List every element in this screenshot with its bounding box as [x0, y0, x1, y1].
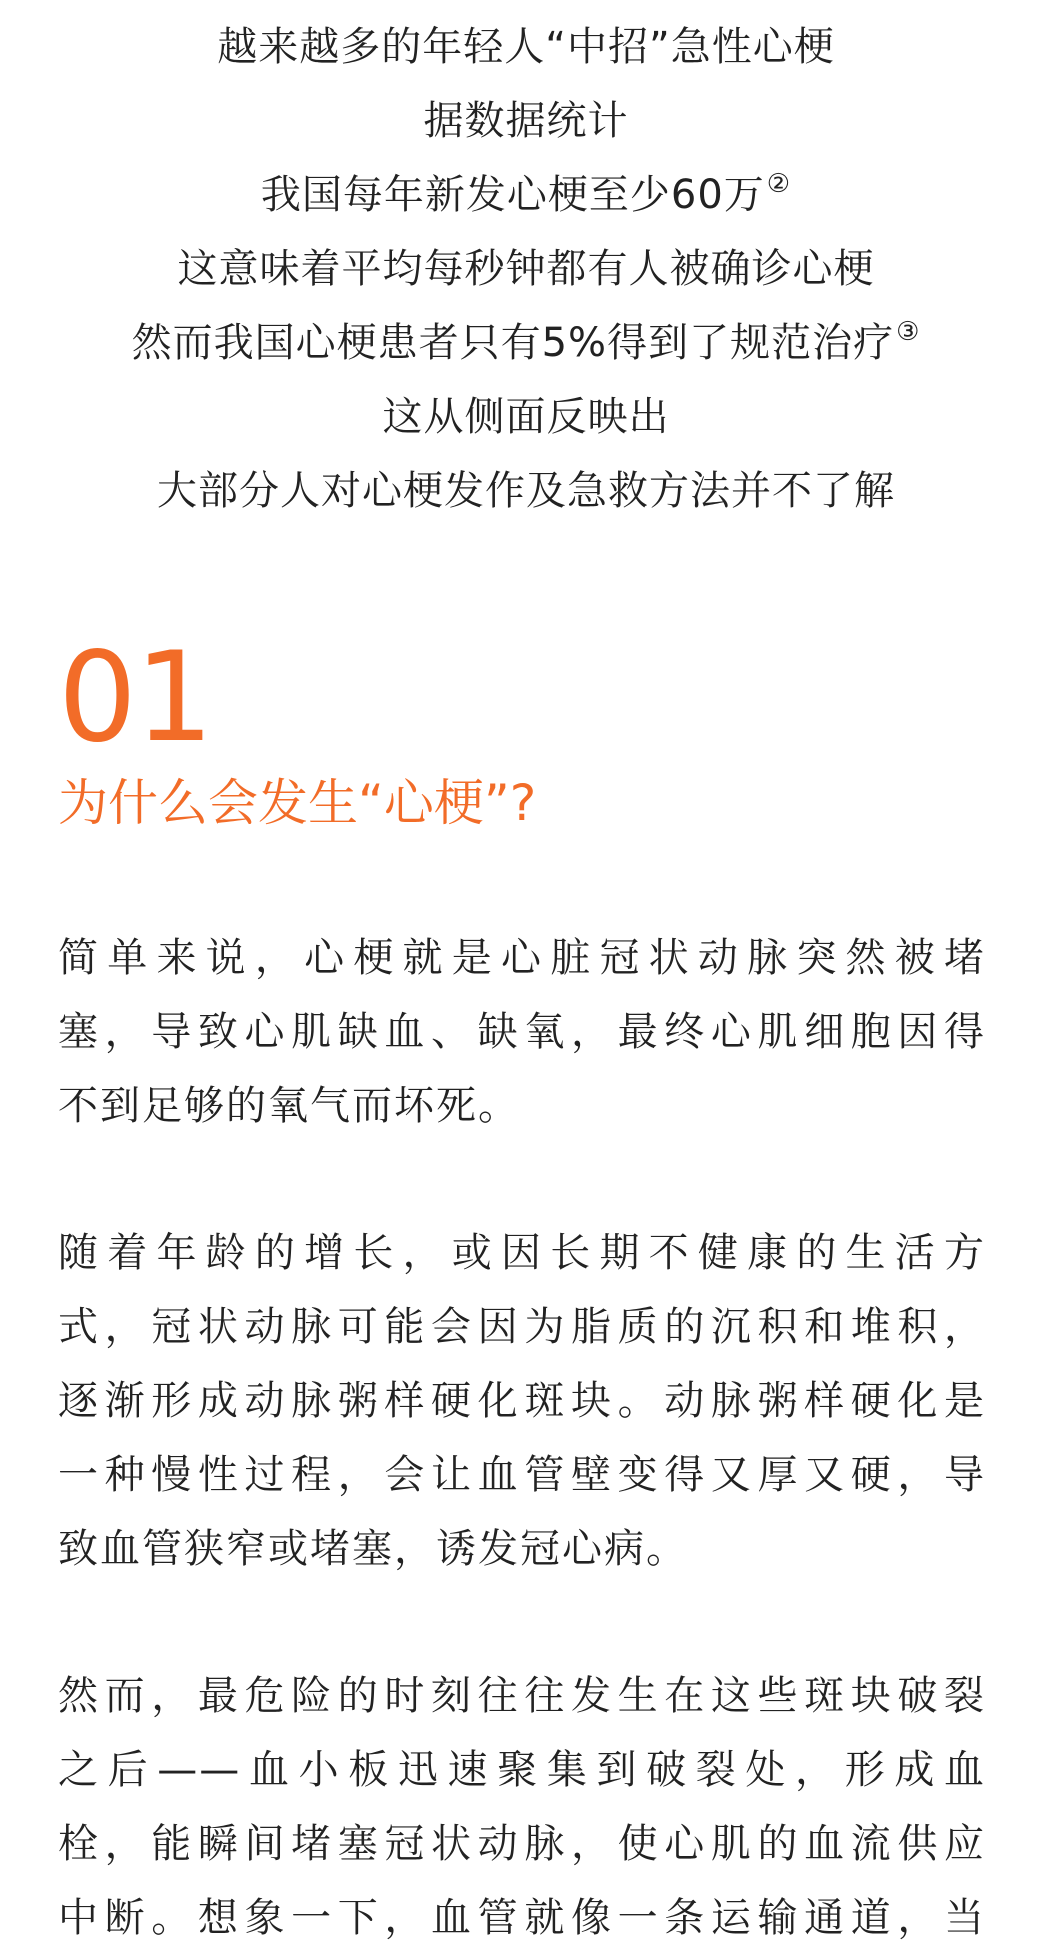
paragraph-line: 随着年龄的增长，或因长期不健康的生活方 [58, 1230, 986, 1276]
paragraph-line: 式，冠状动脉可能会因为脂质的沉积和堆积， [58, 1304, 986, 1350]
intro-line: 越来越多的年轻人“中招”急性心梗 [217, 24, 835, 70]
paragraph [58, 921, 986, 1143]
intro-line-text: 然而我国心梗患者只有5%得到了规范治疗 [131, 320, 895, 366]
intro-line: 大部分人对心梗发作及急救方法并不了解 [157, 468, 895, 514]
paragraph-line: 栓，能瞬间堵塞冠状动脉，使心肌的血流供应 [58, 1821, 986, 1867]
intro-line [0, 158, 1052, 232]
paragraph-line: 一种慢性过程，会让血管壁变得又厚又硬，导 [58, 1452, 986, 1498]
intro-line-text: 我国每年新发心梗至少60万 [260, 172, 765, 218]
paragraph-line: 然而，最危险的时刻往往发生在这些斑块破裂 [58, 1673, 986, 1719]
intro-block [0, 10, 1052, 528]
footnote-marker: ③ [896, 317, 921, 347]
intro-line: 这意味着平均每秒钟都有人被确诊心梗 [177, 246, 875, 292]
paragraph-line: 致血管狭窄或堵塞，诱发冠心病。 [58, 1526, 688, 1572]
paragraph-line: 简单来说，心梗就是心脏冠状动脉突然被堵 [58, 935, 986, 981]
paragraph-line: 中断。想象一下，血管就像一条运输通道，当 [58, 1895, 986, 1941]
paragraph-line: 塞，导致心肌缺血、缺氧，最终心肌细胞因得 [58, 1009, 986, 1055]
paragraph-line: 之后——血小板迅速聚集到破裂处，形成血 [58, 1747, 986, 1793]
paragraph-line: 不到足够的氧气而坏死。 [58, 1083, 520, 1129]
section-title: 为什么会发生“心梗”? [58, 774, 537, 832]
paragraph [58, 1659, 986, 1955]
intro-line [0, 306, 1052, 380]
intro-line: 这从侧面反映出 [382, 394, 670, 440]
paragraph-line: 逐渐形成动脉粥样硬化斑块。动脉粥样硬化是 [58, 1378, 986, 1424]
footnote-marker: ② [766, 169, 792, 199]
paragraph [58, 1216, 986, 1586]
intro-line: 据数据统计 [423, 98, 629, 144]
section-number: 01 [58, 626, 212, 770]
